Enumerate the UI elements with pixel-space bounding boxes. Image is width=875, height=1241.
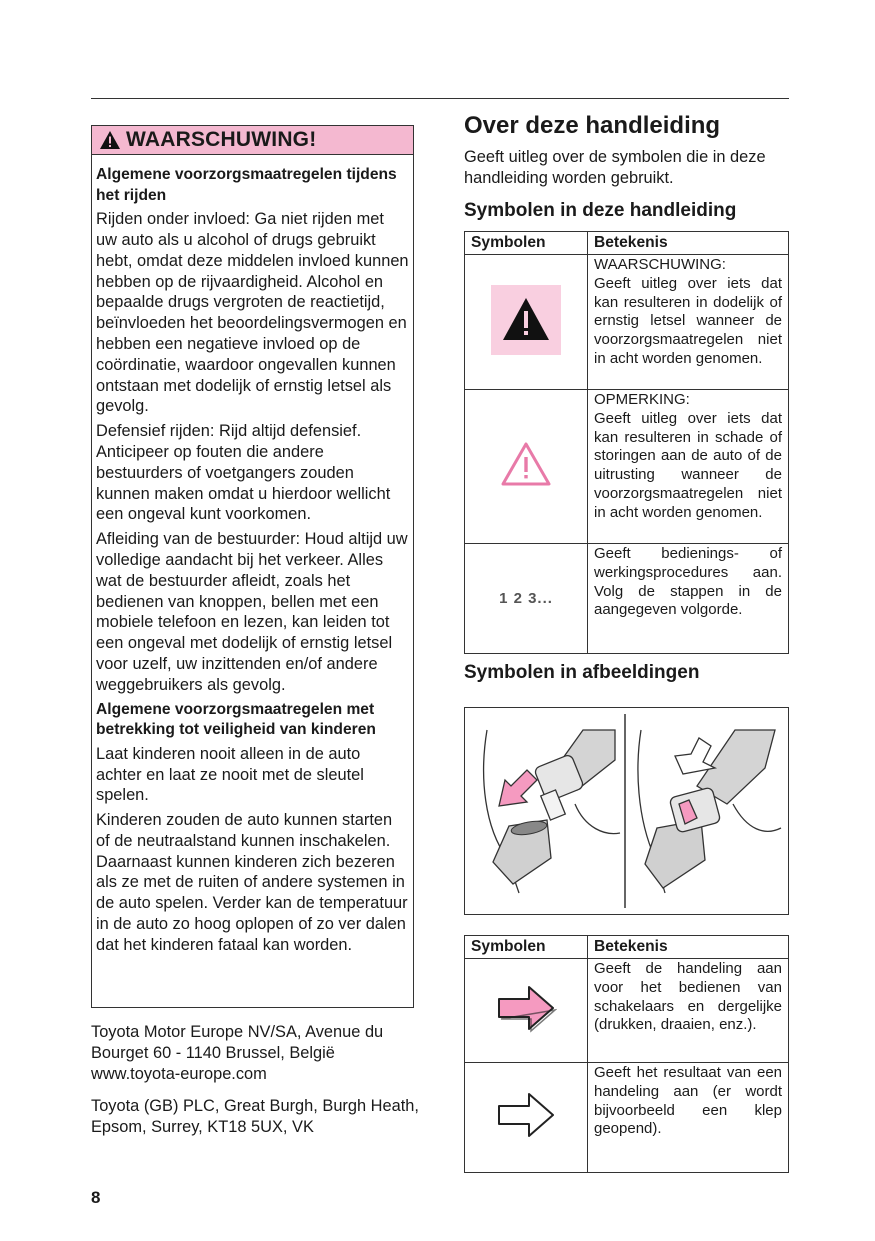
address-text: Toyota Motor Europe NV/SA, Avenue du Bourget 60 - 1140 Brussel, België www.toyota-europe.com — [91, 1023, 384, 1083]
meaning-cell — [588, 390, 789, 544]
pink-arrow-icon — [495, 982, 557, 1034]
intro-text: Geeft uitleg over de symbolen die in deze handleiding worden gebruikt. — [464, 148, 766, 187]
column-header-symbol: Symbolen — [465, 232, 588, 255]
seatbelt-illustration — [464, 707, 789, 915]
table-row — [465, 1063, 789, 1173]
caution-triangle-icon — [500, 441, 552, 487]
step-numbers-icon: 1 2 3... — [499, 589, 553, 607]
meaning-text: Geeft de handeling aan voor het bedienen van schakelaars en dergelijke (drukken, draaien, enz.). — [594, 960, 782, 1034]
warning-triangle-icon — [491, 285, 561, 355]
warning-title: WAARSCHUWING! — [126, 128, 317, 151]
page-number: 8 — [91, 1188, 101, 1207]
meaning-label: WAARSCHUWING: — [594, 256, 726, 273]
section-title-illustrations: Symbolen in afbeeldingen — [464, 662, 700, 683]
warning-header — [92, 126, 413, 155]
warning-body — [92, 155, 413, 956]
meaning-cell — [588, 544, 789, 654]
table-header-row — [465, 232, 789, 255]
outline-arrow-icon — [495, 1089, 557, 1141]
column-header-symbol: Symbolen — [465, 936, 588, 959]
section-heading: Algemene voorzorgsmaatregelen met betrekking tot veiligheid van kinderen — [96, 700, 376, 739]
table-header-row — [465, 936, 789, 959]
symbol-cell — [465, 1063, 588, 1173]
table-row — [465, 544, 789, 654]
symbols-table — [464, 231, 789, 654]
illustration-symbols-table — [464, 935, 789, 1173]
symbol-cell — [465, 959, 588, 1063]
meaning-text: Geeft uitleg over iets dat kan resulteren in schade of storingen aan de auto of de uitrusting wanneer de voorzorgsmaatregelen niet in acht worden genomen. — [594, 409, 782, 521]
column-header-meaning: Betekenis — [588, 936, 789, 959]
meaning-label: OPMERKING: — [594, 391, 690, 408]
meaning-cell — [588, 1063, 789, 1173]
table-row — [465, 959, 789, 1063]
paragraph: Afleiding van de bestuurder: Houd altijd uw volledige aandacht bij het verkeer. Alles wat de bestuurder afleidt, zoals het bedienen van knoppen, bellen met een mobiele telefoon en lezen, kan leiden tot een ongeval met dodelijk of ernstig letsel voor uzelf, uw inzittenden en/of andere weggebruikers als gevolg. — [96, 530, 408, 694]
column-header-meaning: Betekenis — [588, 232, 789, 255]
address-text: Toyota (GB) PLC, Great Burgh, Burgh Heath, Epsom, Surrey, KT18 5UX, VK — [91, 1097, 419, 1136]
symbol-cell — [465, 544, 588, 654]
warning-icon — [99, 130, 121, 150]
paragraph: Kinderen zouden de auto kunnen starten of de neutraalstand kunnen inschakelen. Daarnaast kunnen kinderen zich bezeren als ze met de ruiten of andere systemen in de auto spelen. Verder kan de temperatuur in de auto zo hoog oplopen of zo ver dalen dat het kinderen fataal kan worden. — [96, 811, 408, 954]
seatbelt-drawing — [465, 708, 788, 914]
paragraph: Defensief rijden: Rijd altijd defensief. Anticipeer op fouten die andere bestuurders of voetgangers zouden kunnen maken omdat u hierdoor wellicht een ongeval kunt voorkomen. — [96, 422, 391, 524]
meaning-cell — [588, 959, 789, 1063]
section-title-symbols: Symbolen in deze handleiding — [464, 200, 737, 221]
warning-box — [91, 125, 414, 1008]
table-row — [465, 255, 789, 390]
meaning-text: Geeft het resultaat van een handeling aan (er wordt bijvoorbeeld een klep geopend). — [594, 1064, 782, 1138]
paragraph: Laat kinderen nooit alleen in de auto achter en laat ze nooit met de sleutel spelen. — [96, 744, 364, 805]
symbol-cell — [465, 255, 588, 390]
top-rule — [91, 98, 789, 99]
symbol-cell — [465, 390, 588, 544]
address-toyota-europe — [91, 1022, 421, 1085]
address-toyota-gb — [91, 1096, 421, 1138]
page-title: Over deze handleiding — [464, 112, 721, 139]
meaning-cell — [588, 255, 789, 390]
paragraph: Rijden onder invloed: Ga niet rijden met uw auto als u alcohol of drugs gebruikt hebt, omdat deze middelen invloed kunnen hebben op de rijvaardigheid. Alcohol en bepaalde drugs vergroten de reactietijd, beïnvloeden het beoordelingsvermogen en hebben een negatieve invloed op de coördinatie, waardoor ongevallen kunnen ontstaan met dodelijk of ernstig letsel als gevolg. — [96, 210, 409, 416]
meaning-text: Geeft bedienings- of werkingsprocedures aan. Volg de stappen in de aangegeven volgorde. — [594, 545, 782, 619]
meaning-text: Geeft uitleg over iets dat kan resulteren in dodelijk of ernstig letsel wanneer de voorzorgsmaatregelen niet in acht worden genomen. — [594, 274, 782, 367]
table-row — [465, 390, 789, 544]
section-heading: Algemene voorzorgsmaatregelen tijdens het rijden — [96, 166, 397, 204]
